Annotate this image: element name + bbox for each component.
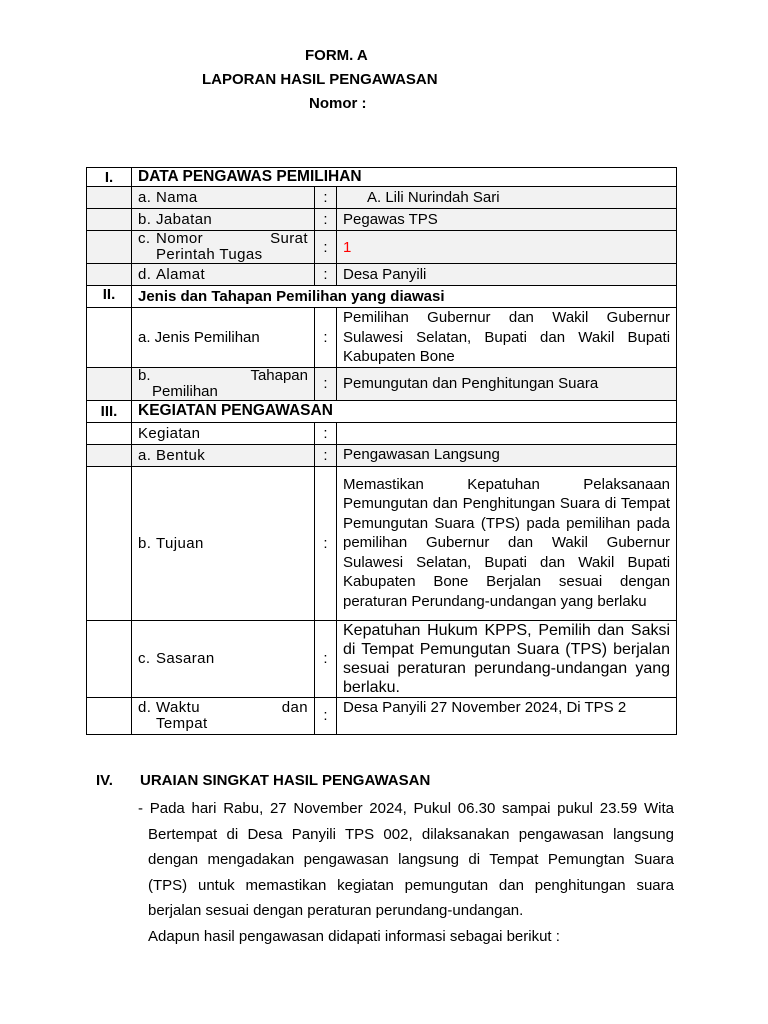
field-label-jabatan: [132, 209, 315, 231]
row-label: Nama: [156, 189, 198, 206]
colon: :: [315, 308, 337, 368]
row-letter: c.: [138, 230, 151, 247]
field-label-kegiatan: Kegiatan: [132, 422, 315, 444]
form-code: FORM. A: [305, 47, 368, 64]
table-row: [87, 187, 677, 209]
field-label-jenis-pemilihan: a. Jenis Pemilihan: [132, 308, 315, 368]
row-label: Waktu: [156, 698, 200, 716]
table-row: [87, 466, 677, 620]
section-1-header: [87, 168, 677, 187]
summary-followup: Adapun hasil pengawasan didapati informasi sebagai berikut :: [148, 927, 560, 945]
row-label: Nomor Surat Perintah Tugas: [156, 230, 308, 263]
row-letter: b.: [138, 534, 152, 552]
table-row: [87, 264, 677, 286]
section-2-number: II.: [87, 286, 132, 308]
document-title: LAPORAN HASIL PENGAWASAN: [202, 71, 438, 88]
section-3-title: KEGIATAN PENGAWASAN: [132, 400, 677, 422]
field-value-nama: A. Lili Nurindah Sari: [337, 187, 677, 209]
row-letter: a.: [138, 446, 152, 464]
field-value-nomor-surat: 1: [337, 231, 677, 264]
field-label-waktu-tempat: [132, 697, 315, 734]
field-label-bentuk: [132, 444, 315, 466]
summary-paragraph: - Pada hari Rabu, 27 November 2024, Pukul 06.30 sampai pukul 23.59 Wita Bertempat di Desa Panyili TPS 002, dilaksanakan pengawasan langsung dengan mengadakan pengawasan langsung di Tempat Pemungtan Suara (TPS) untuk memastikan kegiatan pemungutan dan penghitungan suara berjalan sesuai dengan peraturan perundang-undangan.: [138, 800, 674, 919]
row-label: Jabatan: [156, 211, 213, 228]
section-3-number: III.: [87, 400, 132, 422]
field-value-alamat: Desa Panyili: [337, 264, 677, 286]
field-value-sasaran: Kepatuhan Hukum KPPS, Pemilih dan Saksi di Tempat Pemungutan Suara (TPS) berjalan sesuai peraturan perundang-undangan yang berlaku.: [337, 620, 677, 697]
table-row: [87, 308, 677, 368]
colon: :: [315, 209, 337, 231]
field-label-alamat: [132, 264, 315, 286]
row-label: Sasaran: [156, 650, 215, 667]
row-label: Tujuan: [156, 534, 204, 552]
colon: :: [315, 422, 337, 444]
row-label: Bentuk: [156, 446, 206, 464]
colon: :: [315, 231, 337, 264]
row-label: Tahapan: [250, 366, 308, 384]
field-value-kegiatan: [337, 422, 677, 444]
row-letter: b.: [138, 211, 152, 228]
section-1-number: I.: [87, 168, 132, 187]
row-letter: c.: [138, 650, 151, 667]
table-row: [87, 697, 677, 734]
field-value-tahapan: Pemungutan dan Penghitungan Suara: [337, 367, 677, 400]
field-label-nama: [132, 187, 315, 209]
row-letter: b.: [138, 366, 151, 384]
section-4-header: [96, 772, 674, 789]
section-4-title: URAIAN SINGKAT HASIL PENGAWASAN: [140, 772, 431, 789]
report-table: [86, 167, 677, 735]
table-row: [87, 444, 677, 466]
colon: :: [315, 187, 337, 209]
row-label-continued: Tempat: [156, 714, 208, 732]
colon: :: [315, 367, 337, 400]
section-2-header: [87, 286, 677, 308]
section-4-body: [96, 796, 674, 949]
row-label-continued: Pemilihan: [152, 382, 218, 400]
table-row: [87, 422, 677, 444]
field-value-waktu-tempat: Desa Panyili 27 November 2024, Di TPS 2: [337, 697, 677, 734]
table-row: [87, 231, 677, 264]
document-number: Nomor :: [309, 95, 367, 112]
section-3-header: [87, 400, 677, 422]
row-label: Alamat: [156, 266, 206, 283]
field-label-tujuan: [132, 466, 315, 620]
row-letter: a.: [138, 189, 152, 206]
colon: :: [315, 264, 337, 286]
section-1-title: DATA PENGAWAS PEMILIHAN: [132, 168, 677, 187]
row-label: dan: [281, 698, 308, 716]
table-row: [87, 620, 677, 697]
field-value-bentuk: Pengawasan Langsung: [337, 444, 677, 466]
colon: :: [315, 466, 337, 620]
field-label-sasaran: [132, 620, 315, 697]
table-row: [87, 209, 677, 231]
row-letter: d.: [138, 266, 152, 283]
section-4-number: IV.: [96, 772, 113, 789]
field-value-jabatan: Pegawas TPS: [337, 209, 677, 231]
colon: :: [315, 620, 337, 697]
colon: :: [315, 697, 337, 734]
field-label-nomor-surat: [132, 231, 315, 264]
row-letter: d.: [138, 698, 152, 716]
section-4: [96, 772, 674, 945]
table-row: [87, 367, 677, 400]
colon: :: [315, 444, 337, 466]
section-2-title: Jenis dan Tahapan Pemilihan yang diawasi: [132, 286, 677, 308]
field-label-tahapan: [132, 367, 315, 400]
field-value-tujuan: Memastikan Kepatuhan Pelaksanaan Pemungutan dan Penghitungan Suara di Tempat Pemungutan Suara (TPS) pada pemilihan pada pemilihan Gubernur dan Wakil Gubernur Sulawesi Selatan, Bupati dan Wakil Bupati Kabupaten Bone Berjalan sesuai dengan peraturan Perundang-undangan yang berlaku: [337, 466, 677, 620]
field-value-jenis-pemilihan: Pemilihan Gubernur dan Wakil Gubernur Sulawesi Selatan, Bupati dan Wakil Bupati Kabupaten Bone: [337, 308, 677, 368]
